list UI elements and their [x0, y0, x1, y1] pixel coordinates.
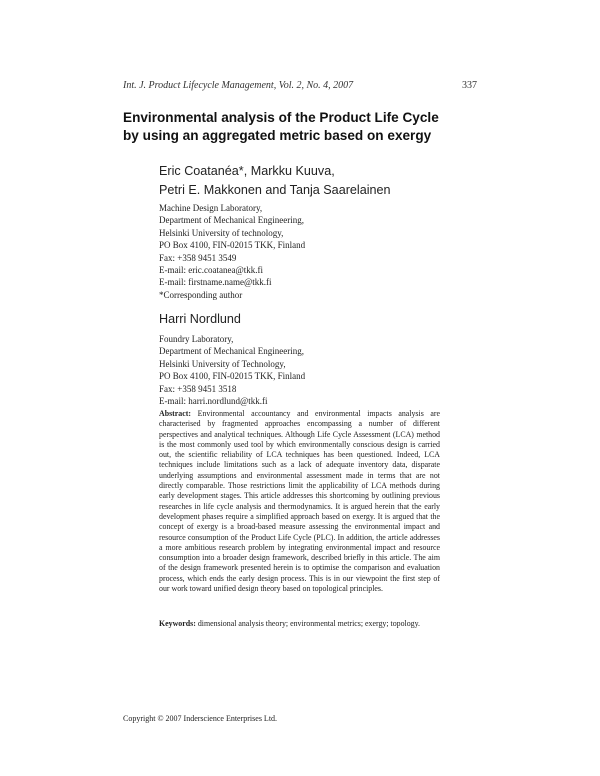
- affiliation-2: [159, 333, 479, 407]
- affiliation-1-email: E-mail: firstname.name@tkk.fi: [159, 277, 272, 288]
- keywords: [159, 619, 440, 629]
- affiliation-1-line: Helsinki University of technology,: [159, 227, 284, 238]
- page-number: 337: [462, 80, 477, 91]
- abstract-text: Environmental accountancy and environmental impacts analysis are characterised by fragmented approaches encompassing a number of different perspectives and analytical techniques. Although Life Cycle Assessment (LCA) method is the most commonly used tool by which environmentally conscious design is carried out, the scientific reliability of LCA techniques has been questioned. Indeed, LCA techniques include limitations such as a lack of adequate inventory data, disparate underlying assumptions and environmental assessment made in terms that are not directly comparable. Those restrictions limit the applicability of LCA methods during early development stages. This article addresses this shortcoming by outlining previous researches in life cycle analysis and thermodynamics. It is argued herein that the early development phases require a simplified approach based on exergy. It is argued that the concept of exergy is a broad-based measure assessing the environmental impact and resource consumption of the Product Life Cycle (PLC). In addition, the article addresses a more ambitious research problem by integrating environmental impact and resource consumption into a broader design framework, described briefly in this article. The aim of the design framework presented herein is to optimise the comparison and evaluation process, which ends the early design process. This is in our viewpoint the first step of our work toward unified design theory based on topological principles.: [159, 409, 440, 594]
- affiliation-2-line: Foundry Laboratory,: [159, 334, 234, 344]
- affiliation-1-line: Machine Design Laboratory,: [159, 203, 263, 213]
- affiliation-2-line: Department of Mechanical Engineering,: [159, 346, 304, 357]
- authors-line-1: Eric Coatanéa*, Markku Kuuva,: [159, 164, 335, 178]
- title-line-1: Environmental analysis of the Product Life Cycle: [123, 110, 439, 125]
- affiliation-2-line: PO Box 4100, FIN-02015 TKK, Finland: [159, 371, 306, 382]
- affiliation-1-email: E-mail: eric.coatanea@tkk.fi: [159, 265, 263, 276]
- author-list-1: [159, 162, 479, 200]
- title-line-2: by using an aggregated metric based on exergy: [123, 128, 432, 143]
- affiliation-2-line: Fax: +358 9451 3518: [159, 383, 237, 394]
- copyright-notice: Copyright © 2007 Inderscience Enterprises Ltd.: [123, 714, 278, 723]
- affiliation-1-line: Department of Mechanical Engineering,: [159, 215, 304, 226]
- running-head: Int. J. Product Lifecycle Management, Vol. 2, No. 4, 2007: [123, 80, 354, 91]
- paper-title: [123, 109, 483, 145]
- authors-line-2: Petri E. Makkonen and Tanja Saarelainen: [159, 183, 391, 197]
- affiliation-1: [159, 202, 479, 301]
- affiliation-1-line: PO Box 4100, FIN-02015 TKK, Finland: [159, 240, 306, 251]
- affiliation-2-email: E-mail: harri.nordlund@tkk.fi: [159, 396, 268, 407]
- corresponding-author-note: *Corresponding author: [159, 289, 243, 300]
- keywords-text: dimensional analysis theory; environmental metrics; exergy; topology.: [197, 619, 421, 628]
- affiliation-1-line: Fax: +358 9451 3549: [159, 252, 237, 263]
- abstract: [159, 409, 440, 594]
- abstract-label: Abstract:: [159, 409, 191, 418]
- keywords-label: Keywords:: [159, 619, 196, 628]
- author-2: Harri Nordlund: [159, 312, 241, 326]
- affiliation-2-line: Helsinki University of Technology,: [159, 358, 286, 369]
